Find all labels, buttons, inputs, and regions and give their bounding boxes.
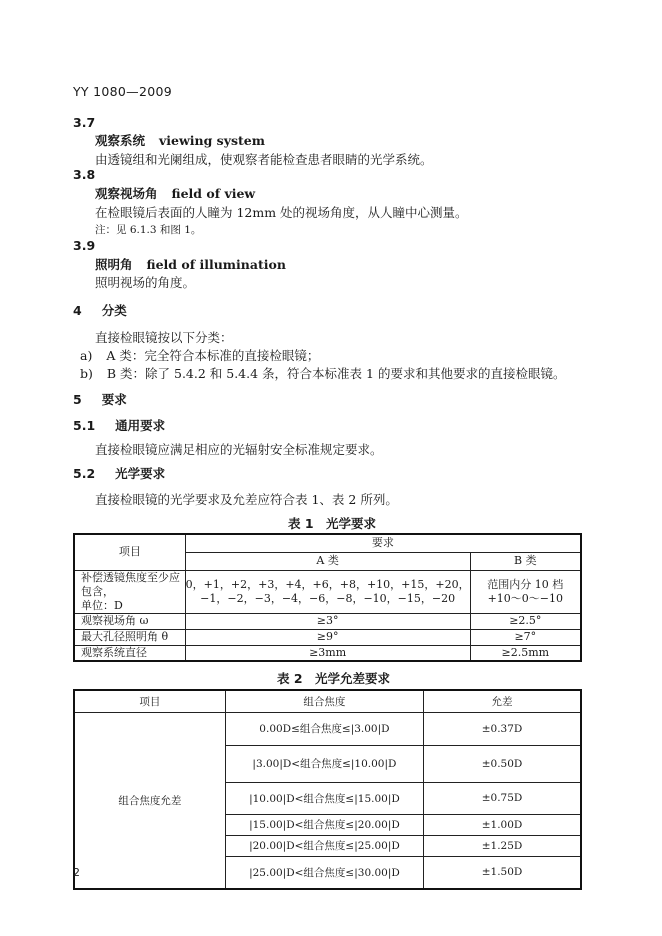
table1-header-class-b: B 类 (470, 552, 581, 570)
list-marker: b) (80, 366, 93, 381)
table-cell: 补偿透镜焦度至少应包含， 单位：D (74, 570, 185, 613)
subsection-number: 5.2 (73, 466, 96, 481)
term-number: 3.7 (73, 115, 96, 130)
section-heading-5 (73, 390, 127, 408)
table-cell: ±1.50D (424, 856, 581, 889)
table-cell: |20.00|D<组合焦度≤|25.00|D (225, 835, 423, 856)
table-cell: ±0.75D (424, 782, 581, 814)
table-row (74, 712, 581, 745)
table-row (74, 570, 581, 613)
table-cell: |25.00|D<组合焦度≤|30.00|D (225, 856, 423, 889)
table-cell: |15.00|D<组合焦度≤|20.00|D (225, 814, 423, 835)
term-title (95, 255, 286, 273)
term-number: 3.8 (73, 167, 96, 182)
table-row (74, 645, 581, 661)
subsection-title: 光学要求 (115, 466, 166, 481)
table2-caption: 表 2 光学允差要求 (277, 671, 391, 686)
section-heading-4 (73, 301, 127, 319)
term-definition: 在检眼镜后表面的人瞳为 12mm 处的视场角度，从人瞳中心测量。 (95, 205, 468, 220)
table1-header-class-a: A 类 (185, 552, 470, 570)
subsection-number: 5.1 (73, 418, 96, 433)
table-cell: ≥2.5° (470, 613, 581, 629)
subsection-heading-5-1 (73, 416, 165, 434)
subsection-heading-5-2 (73, 464, 165, 482)
term-en: viewing system (159, 133, 265, 148)
table2-item-label: 组合焦度允差 (74, 712, 225, 889)
term-zh: 观察视场角 (95, 186, 158, 201)
term-en: field of illumination (146, 257, 286, 272)
standard-code: YY 1080—2009 (73, 84, 172, 99)
table-cell: 范围内分 10 档 +10～0～−10 (470, 570, 581, 613)
term-title (95, 184, 255, 202)
table-cell: ≥2.5mm (470, 645, 581, 661)
table-row (74, 613, 581, 629)
table2-header-tolerance: 允差 (424, 690, 581, 712)
list-text: B 类：除了 5.4.2 和 5.4.4 条，符合本标准表 1 的要求和其他要求的直接检眼镜。 (106, 366, 566, 381)
table2-header-power: 组合焦度 (225, 690, 423, 712)
page-number: 2 (73, 866, 80, 879)
table-cell: ±1.00D (424, 814, 581, 835)
list-marker: a) (80, 348, 93, 363)
list-item-b (80, 364, 565, 382)
table1-header-item: 项目 (74, 534, 185, 570)
term-number: 3.9 (73, 238, 96, 253)
table2 (73, 689, 582, 890)
section-number: 4 (73, 303, 82, 318)
section-intro: 直接检眼镜按以下分类： (95, 330, 233, 345)
table-cell: 0，+1，+2，+3，+4，+6，+8，+10，+15，+20， −1，−2，−3，−4，−6，−8，−10，−15，−20 (185, 570, 470, 613)
section-title: 要求 (101, 392, 127, 407)
table-cell: ±1.25D (424, 835, 581, 856)
term-en: field of view (171, 186, 256, 201)
term-title (95, 131, 265, 149)
table1-header-requirements: 要求 (185, 534, 581, 552)
table-cell: ≥3° (185, 613, 470, 629)
section-number: 5 (73, 392, 82, 407)
table-cell: ≥3mm (185, 645, 470, 661)
table-cell: ±0.50D (424, 745, 581, 782)
table-cell: 观察视场角 ω (74, 613, 185, 629)
term-definition: 由透镜组和光阑组成，使观察者能检查患者眼睛的光学系统。 (95, 152, 433, 167)
subsection-text: 直接检眼镜的光学要求及允差应符合表 1、表 2 所列。 (95, 492, 398, 507)
table1-caption: 表 1 光学要求 (288, 516, 377, 531)
subsection-text: 直接检眼镜应满足相应的光辐射安全标准规定要求。 (95, 442, 383, 457)
term-definition: 照明视场的角度。 (95, 275, 196, 290)
table-cell: ≥7° (470, 629, 581, 645)
table-row (74, 629, 581, 645)
term-note: 注：见 6.1.3 和图 1。 (95, 224, 202, 236)
table-cell: |3.00|D<组合焦度≤|10.00|D (225, 745, 423, 782)
table2-header-item: 项目 (74, 690, 225, 712)
table-cell: |10.00|D<组合焦度≤|15.00|D (225, 782, 423, 814)
term-zh: 照明角 (95, 257, 133, 272)
term-zh: 观察系统 (95, 133, 146, 148)
table-cell: 最大孔径照明角 θ (74, 629, 185, 645)
section-title: 分类 (101, 303, 127, 318)
list-text: A 类：完全符合本标准的直接检眼镜； (106, 348, 320, 363)
table-cell: ≥9° (185, 629, 470, 645)
table1 (73, 533, 582, 662)
list-item-a (80, 346, 319, 364)
table-cell: ±0.37D (424, 712, 581, 745)
table-cell: 0.00D≤组合焦度≤|3.00|D (225, 712, 423, 745)
subsection-title: 通用要求 (115, 418, 166, 433)
table-cell: 观察系统直径 (74, 645, 185, 661)
